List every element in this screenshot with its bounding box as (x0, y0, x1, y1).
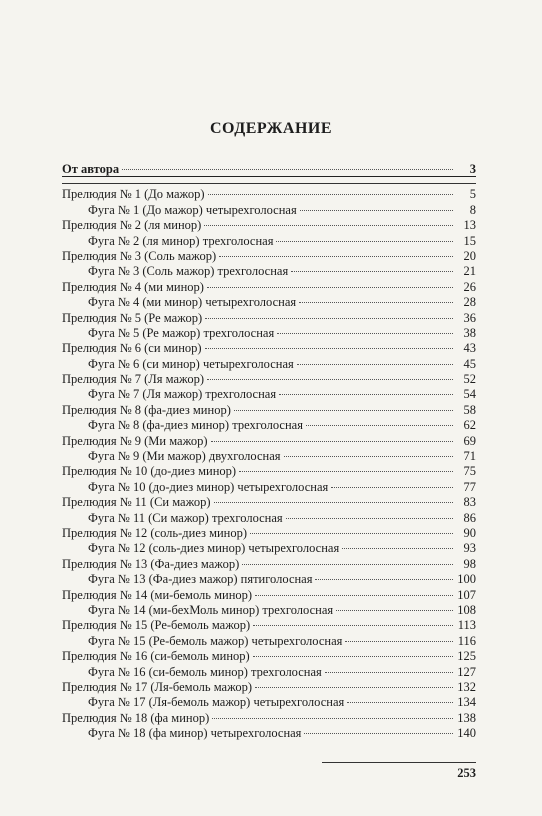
toc-entry-page: 15 (463, 233, 476, 248)
toc-entry (62, 711, 476, 726)
toc-entry-label: Фуга № 17 (Ля-бемоль мажор) четырехголосная (88, 695, 345, 710)
toc-entry-label: Фуга № 15 (Ре-бемоль мажор) четырехголосная (88, 633, 343, 648)
dot-leader (255, 687, 453, 688)
toc-entry-label: Прелюдия № 1 (До мажор) (62, 187, 205, 202)
toc-entry (62, 649, 476, 664)
toc-entry-page: 77 (463, 479, 476, 494)
toc-entry (62, 326, 476, 341)
toc-entry-label: Прелюдия № 11 (Си мажор) (62, 495, 211, 510)
toc-entry-label: Прелюдия № 18 (фа минор) (62, 710, 210, 725)
toc-entry-page: 93 (463, 541, 476, 556)
dot-leader (279, 394, 453, 395)
toc-entry-label: Фуга № 7 (Ля мажор) трехголосная (88, 387, 277, 402)
dot-leader (299, 302, 453, 303)
toc-entry-label: Фуга № 14 (ми-бехМоль минор) трехголосная (88, 602, 334, 617)
dot-leader (342, 548, 453, 549)
toc-entry-label: Фуга № 1 (До мажор) четырехголосная (88, 202, 297, 217)
dot-leader (253, 656, 453, 657)
toc-entry (62, 218, 476, 233)
toc-entry (62, 557, 476, 572)
toc-entry-page: 71 (463, 449, 476, 464)
dot-leader (347, 702, 453, 703)
toc-entry-page: 28 (463, 295, 476, 310)
toc-entry (62, 403, 476, 418)
toc-entry (62, 187, 476, 202)
toc-entry-label: Фуга № 3 (Соль мажор) трехголосная (88, 264, 289, 279)
toc-entry-label: Прелюдия № 9 (Ми мажор) (62, 433, 208, 448)
dot-leader (255, 595, 453, 596)
table-of-contents (62, 160, 476, 741)
toc-entry-label: Прелюдия № 17 (Ля-бемоль мажор) (62, 679, 253, 694)
toc-entry-label: Фуга № 5 (Ре мажор) трехголосная (88, 325, 275, 340)
toc-entry (62, 541, 476, 556)
dot-leader (284, 456, 454, 457)
toc-entry-page: 108 (457, 602, 476, 617)
toc-entry (62, 295, 476, 310)
toc-entry (62, 603, 476, 618)
toc-entry-label: Прелюдия № 8 (фа-диез минор) (62, 402, 231, 417)
toc-entry (62, 418, 476, 433)
toc-entry-label: Фуга № 9 (Ми мажор) двухголосная (88, 449, 281, 464)
dot-leader (122, 169, 453, 170)
dot-leader (325, 672, 453, 673)
dot-leader (250, 533, 453, 534)
toc-entry-label: Прелюдия № 15 (Ре-бемоль мажор) (62, 618, 251, 633)
toc-entry (62, 280, 476, 295)
dot-leader (208, 194, 453, 195)
toc-entry-page: 5 (469, 187, 476, 202)
toc-entry (62, 695, 476, 710)
toc-entry (62, 372, 476, 387)
toc-entry-label: Прелюдия № 5 (Ре мажор) (62, 310, 203, 325)
dot-leader (277, 333, 453, 334)
toc-entry-label: Прелюдия № 6 (си минор) (62, 341, 202, 356)
dot-leader (345, 641, 453, 642)
dot-leader (286, 518, 453, 519)
toc-entry-label: Фуга № 11 (Си мажор) трехголосная (88, 510, 283, 525)
dot-leader (331, 487, 453, 488)
toc-entry (62, 203, 476, 218)
toc-entry-page: 20 (463, 248, 476, 263)
toc-entry-page: 134 (457, 695, 476, 710)
dot-leader (336, 610, 453, 611)
toc-entry (62, 495, 476, 510)
page-number: 253 (457, 766, 476, 780)
dot-leader (234, 410, 453, 411)
toc-entry (62, 311, 476, 326)
dot-leader (242, 564, 453, 565)
toc-entry-label: От автора (62, 162, 120, 176)
toc-entry (62, 572, 476, 587)
toc-entry (62, 618, 476, 633)
toc-entry-page: 69 (463, 433, 476, 448)
toc-entry (62, 464, 476, 479)
toc-entry-page: 132 (457, 679, 476, 694)
toc-entry-label: Прелюдия № 16 (си-бемоль минор) (62, 649, 250, 664)
toc-entry-page: 125 (457, 649, 476, 664)
toc-entry-label: Прелюдия № 12 (соль-диез минор) (62, 525, 248, 540)
toc-entry-label: Фуга № 16 (си-бемоль минор) трехголосная (88, 664, 322, 679)
toc-entry-page: 3 (469, 162, 476, 176)
toc-entry-page: 86 (463, 510, 476, 525)
dot-leader (297, 364, 453, 365)
toc-entry-page: 58 (463, 402, 476, 417)
toc-entry-label: Фуга № 6 (си минор) четырехголосная (88, 356, 294, 371)
dot-leader (207, 287, 453, 288)
toc-entry (62, 665, 476, 680)
toc-entry (62, 480, 476, 495)
toc-entry-label: Фуга № 18 (фа минор) четырехголосная (88, 726, 302, 741)
toc-entry (62, 634, 476, 649)
toc-entry-label: Прелюдия № 14 (ми-бемоль минор) (62, 587, 253, 602)
toc-entry-page: 90 (463, 525, 476, 540)
dot-leader (212, 718, 453, 719)
toc-entry-label: Прелюдия № 3 (Соль мажор) (62, 248, 217, 263)
toc-entry-page: 107 (457, 587, 476, 602)
toc-entry-label: Фуга № 8 (фа-диез минор) трехголосная (88, 418, 303, 433)
dot-leader (219, 256, 453, 257)
toc-entry-label: Фуга № 12 (соль-диез минор) четырехголосная (88, 541, 340, 556)
toc-entry-label: Прелюдия № 2 (ля минор) (62, 218, 202, 233)
dot-leader (207, 379, 453, 380)
toc-entry-label: Фуга № 13 (Фа-диез мажор) пятиголосная (88, 572, 313, 587)
dot-leader (205, 318, 453, 319)
toc-entry-page: 140 (457, 726, 476, 741)
toc-entry (62, 511, 476, 526)
toc-entry (62, 357, 476, 372)
toc-entry-page: 45 (463, 356, 476, 371)
toc-entry-page: 21 (463, 264, 476, 279)
toc-entry-page: 13 (463, 218, 476, 233)
dot-leader (300, 210, 453, 211)
toc-entry-page: 100 (457, 572, 476, 587)
dot-leader (253, 625, 453, 626)
toc-entry-label: Фуга № 10 (до-диез минор) четырехголосная (88, 479, 329, 494)
toc-entry (62, 264, 476, 279)
toc-entry-label: Прелюдия № 7 (Ля мажор) (62, 372, 204, 387)
toc-entry (62, 449, 476, 464)
toc-entry-label: Фуга № 2 (ля минор) трехголосная (88, 233, 274, 248)
dot-leader (211, 441, 453, 442)
toc-entry (62, 726, 476, 741)
toc-entry-page: 62 (463, 418, 476, 433)
dot-leader (276, 241, 453, 242)
toc-entry-label: Прелюдия № 13 (Фа-диез мажор) (62, 556, 240, 571)
toc-entry (62, 526, 476, 541)
toc-entry (62, 249, 476, 264)
toc-entry (62, 162, 476, 177)
toc-entry-label: Прелюдия № 10 (до-диез минор) (62, 464, 237, 479)
toc-entry (62, 680, 476, 695)
toc-entry-page: 75 (463, 464, 476, 479)
toc-entry-page: 36 (463, 310, 476, 325)
toc-entry-page: 116 (457, 633, 476, 648)
toc-entry-page: 43 (463, 341, 476, 356)
toc-entry-label: Фуга № 4 (ми минор) четырехголосная (88, 295, 297, 310)
dot-leader (304, 733, 453, 734)
dot-leader (205, 348, 453, 349)
page-title: СОДЕРЖАНИЕ (209, 120, 333, 137)
dot-leader (306, 425, 453, 426)
toc-entry (62, 588, 476, 603)
toc-entry (62, 234, 476, 249)
toc-entry-page: 83 (463, 495, 476, 510)
dot-leader (315, 579, 453, 580)
toc-entry-page: 8 (469, 202, 476, 217)
toc-entry-page: 52 (463, 372, 476, 387)
toc-entry (62, 387, 476, 402)
toc-entry-page: 38 (463, 325, 476, 340)
footer-rule (322, 762, 476, 763)
toc-entry-page: 98 (463, 556, 476, 571)
toc-entry-page: 127 (457, 664, 476, 679)
toc-entry-page: 138 (457, 710, 476, 725)
dot-leader (214, 502, 453, 503)
toc-entry-page: 113 (457, 618, 476, 633)
toc-entry (62, 341, 476, 356)
toc-entry-page: 54 (463, 387, 476, 402)
toc-entry-label: Прелюдия № 4 (ми минор) (62, 279, 204, 294)
toc-entry (62, 434, 476, 449)
toc-entry-page: 26 (463, 279, 476, 294)
dot-leader (204, 225, 453, 226)
dot-leader (239, 471, 453, 472)
dot-leader (291, 271, 453, 272)
